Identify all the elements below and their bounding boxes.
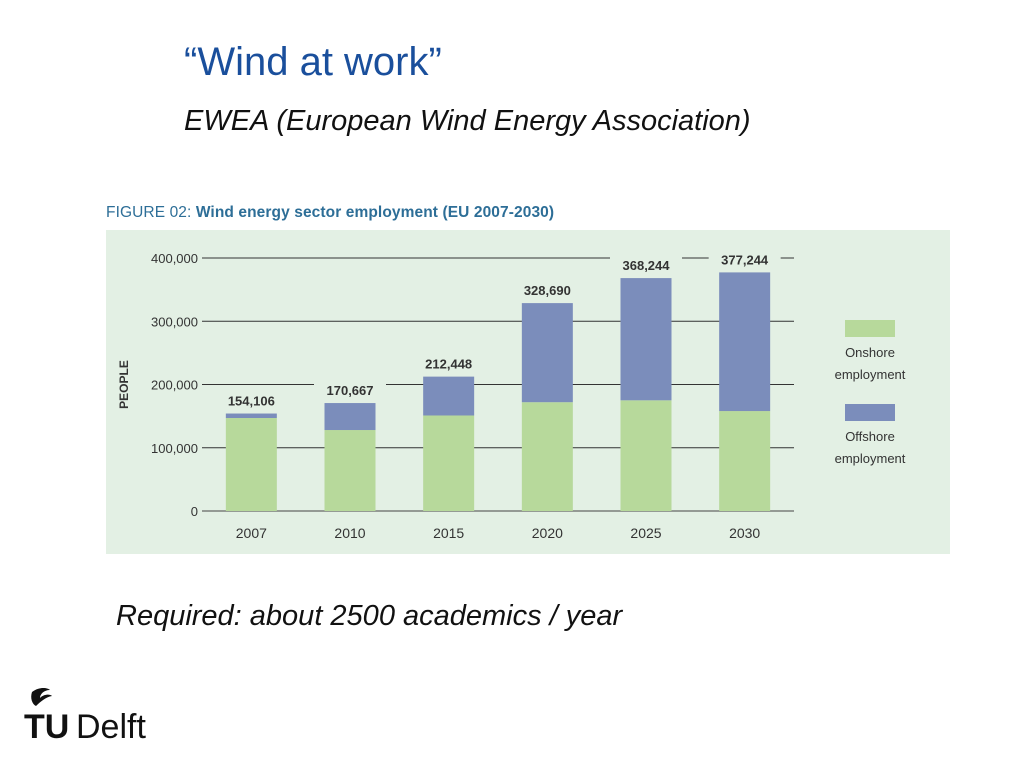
x-tick-label: 2010 bbox=[334, 525, 366, 541]
y-tick-label: 0 bbox=[190, 504, 198, 519]
bar-offshore bbox=[226, 414, 277, 418]
legend-swatch-offshore bbox=[845, 404, 895, 421]
bar-offshore bbox=[522, 303, 573, 402]
legend-label: employment bbox=[834, 451, 906, 466]
legend-label: Onshore bbox=[845, 345, 895, 360]
x-tick-label: 2030 bbox=[729, 525, 761, 541]
bar-onshore bbox=[226, 418, 277, 511]
x-tick-label: 2015 bbox=[433, 525, 465, 541]
flame-icon bbox=[31, 688, 52, 706]
bar-total-label: 328,690 bbox=[523, 283, 571, 299]
slide-subtitle: EWEA (European Wind Energy Association) bbox=[184, 105, 751, 137]
bar-total-label: 377,244 bbox=[721, 252, 769, 268]
tudelft-logo bbox=[18, 686, 148, 746]
y-tick-label: 100,000 bbox=[151, 440, 198, 456]
bar-total-label: 154,106 bbox=[227, 393, 275, 409]
svg-text:TU: TU bbox=[24, 708, 70, 746]
bottom-note: Required: about 2500 academics / year bbox=[116, 600, 623, 632]
employment-chart bbox=[106, 230, 950, 554]
bar-onshore bbox=[719, 411, 770, 511]
chart-panel bbox=[106, 230, 950, 554]
legend-swatch-onshore bbox=[845, 320, 895, 337]
y-tick-label: 200,000 bbox=[151, 377, 198, 393]
bar-onshore bbox=[325, 430, 376, 511]
legend-label: employment bbox=[834, 367, 906, 382]
svg-text:Delft: Delft bbox=[76, 708, 146, 746]
figure-label: FIGURE 02: bbox=[106, 204, 192, 221]
y-axis-label: PEOPLE bbox=[117, 360, 131, 409]
y-tick-label: 400,000 bbox=[151, 251, 198, 266]
bar-total-label: 170,667 bbox=[326, 383, 374, 399]
figure-title: Wind energy sector employment (EU 2007-2030) bbox=[195, 204, 555, 221]
bar-onshore bbox=[621, 400, 672, 511]
slide-title: “Wind at work” bbox=[184, 40, 442, 84]
bar-total-label: 368,244 bbox=[622, 258, 670, 274]
x-tick-label: 2020 bbox=[531, 525, 563, 541]
figure-caption bbox=[106, 204, 554, 222]
legend-label: Offshore bbox=[845, 429, 895, 444]
bar-offshore bbox=[719, 272, 770, 411]
x-tick-label: 2007 bbox=[235, 525, 267, 541]
bar-offshore bbox=[423, 377, 474, 416]
bar-total-label: 212,448 bbox=[425, 356, 473, 372]
x-tick-label: 2025 bbox=[630, 525, 662, 541]
bar-offshore bbox=[621, 278, 672, 400]
y-tick-label: 300,000 bbox=[151, 314, 198, 330]
bar-onshore bbox=[522, 402, 573, 511]
bar-onshore bbox=[423, 415, 474, 511]
bar-offshore bbox=[325, 403, 376, 430]
